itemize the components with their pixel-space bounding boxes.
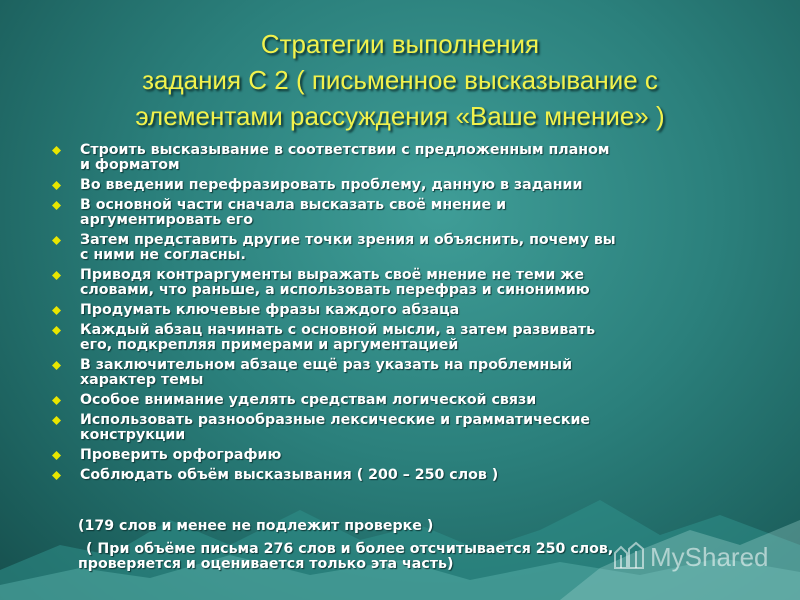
list-item: В заключительном абзаце ещё раз указать на проблемный характер темы (52, 358, 752, 388)
diamond-bullet-icon (52, 416, 61, 425)
list-item: Приводя контраргументы выражать своё мнение не теми же словами, что раньше, а использовать перефраз и синонимию (52, 268, 752, 298)
title-line: Стратегии выполнения (260, 29, 540, 59)
myshared-logo-icon (612, 541, 646, 571)
diamond-bullet-icon (52, 306, 61, 315)
diamond-bullet-icon (52, 146, 61, 155)
list-item: Продумать ключевые фразы каждого абзаца (52, 303, 752, 318)
diamond-bullet-icon (52, 236, 61, 245)
diamond-bullet-icon (52, 181, 61, 190)
watermark-text: MyShared (650, 542, 769, 572)
diamond-bullet-icon (52, 201, 61, 210)
watermark (612, 540, 769, 574)
note-word-minimum: (179 слов и менее не подлежит проверке ) (78, 518, 434, 534)
list-item: Соблюдать объём высказывания ( 200 – 250 слов ) (52, 468, 752, 483)
diamond-bullet-icon (52, 396, 61, 405)
note-line: проверяется и оценивается только эта часть) (78, 556, 454, 572)
list-item: Особое внимание уделять средствам логической связи (52, 393, 752, 408)
list-item: В основной части сначала высказать своё мнение и аргументировать его (52, 198, 752, 228)
strategy-list (52, 143, 752, 488)
list-item: Затем представить другие точки зрения и объяснить, почему вы с ними не согласны. (52, 233, 752, 263)
list-item: Строить высказывание в соответствии с предложенным планом и форматом (52, 143, 752, 173)
list-item: Проверить орфографию (52, 448, 752, 463)
slide-title (60, 26, 740, 134)
diamond-bullet-icon (52, 471, 61, 480)
list-item: Использовать разнообразные лексические и грамматические конструкции (52, 413, 752, 443)
list-item: Каждый абзац начинать с основной мысли, а затем развивать его, подкрепляя примерами и аргументацией (52, 323, 752, 353)
note-line: ( При объёме письма 276 слов и более отсчитывается 250 слов, (86, 541, 614, 557)
title-line: элементами рассуждения «Ваше мнение» ) (135, 101, 665, 131)
list-item: Во введении перефразировать проблему, данную в задании (52, 178, 752, 193)
diamond-bullet-icon (52, 451, 61, 460)
title-line: задания С 2 ( письменное высказывание с (142, 65, 658, 95)
diamond-bullet-icon (52, 326, 61, 335)
diamond-bullet-icon (52, 361, 61, 370)
diamond-bullet-icon (52, 271, 61, 280)
